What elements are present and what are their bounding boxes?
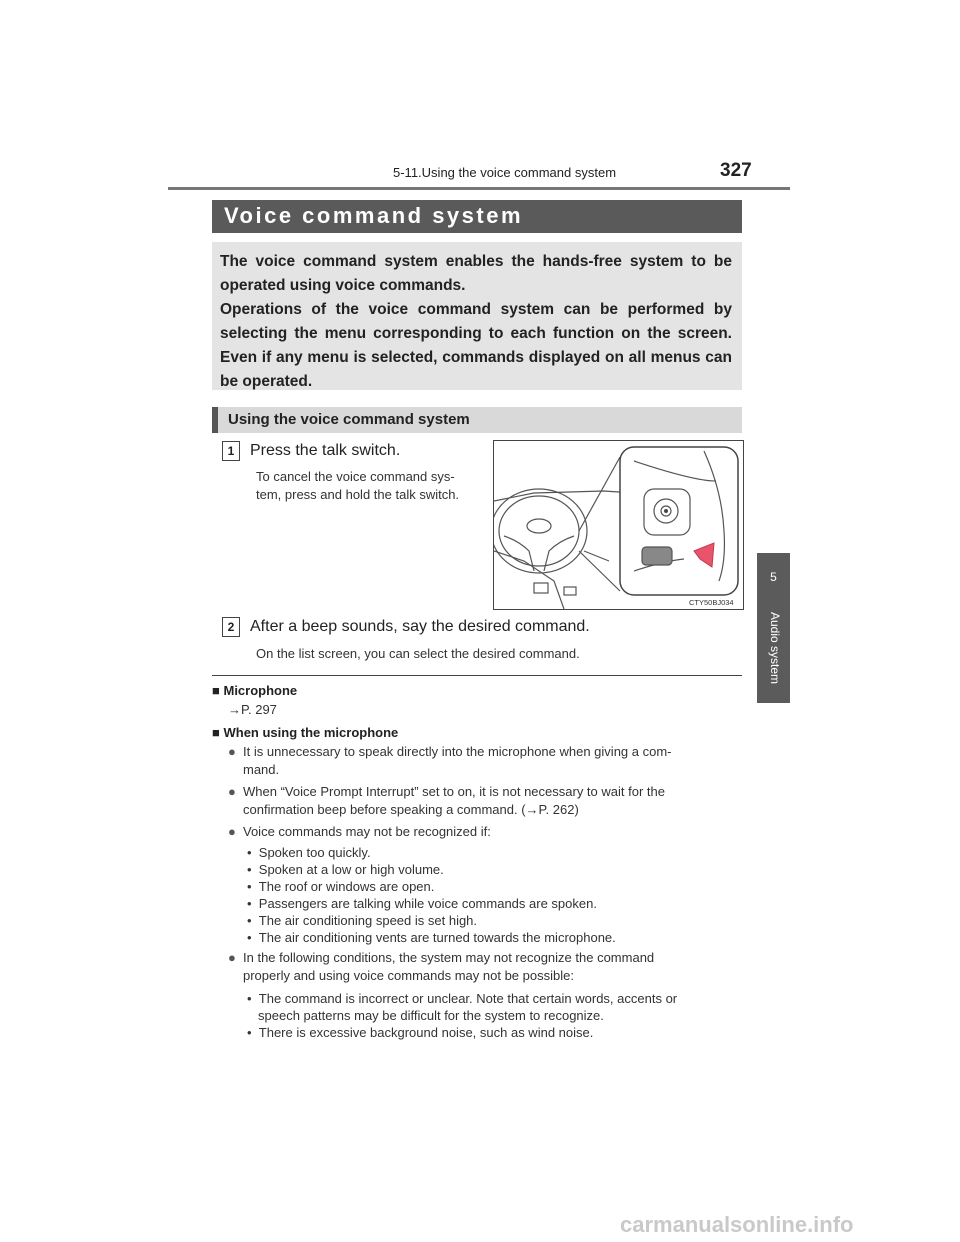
bullet-2-line-2: confirmation beep before speaking a command. (→P. 262) (243, 802, 579, 817)
circle-bullet-icon: ● (228, 744, 236, 759)
sub-item-text: The air conditioning speed is set high. (258, 913, 478, 928)
note-using-heading-text: When using the microphone (223, 725, 399, 740)
chapter-title: 5-11.Using the voice command system (393, 165, 617, 180)
step-2-number: 2 (222, 617, 240, 637)
step-1-sub-line-1: To cancel the voice command sys- (256, 469, 455, 484)
step-1-sub-line-2: tem, press and hold the talk switch. (256, 487, 460, 502)
side-tab-number: 5 (770, 570, 777, 584)
page-title: Voice command system (224, 203, 524, 228)
figure-code: CTY50BJ034 (689, 598, 734, 607)
note-microphone-ref (228, 701, 277, 719)
bullet-4-line-1: In the following conditions, the system may not recognize the command (243, 950, 655, 965)
circle-bullet-icon: ● (228, 824, 236, 839)
arrow-right-icon: → (228, 702, 241, 717)
bullet-1-line-2: mand. (243, 762, 280, 777)
sub-item: • The air conditioning speed is set high. (247, 913, 478, 928)
sub-item: • Spoken at a low or high volume. (247, 862, 444, 877)
footer-watermark: carmanualsonline.info (620, 1212, 854, 1237)
circle-bullet-icon: ● (228, 784, 236, 799)
sub-item-text: Spoken too quickly. (258, 845, 371, 860)
sub-item: • The roof or windows are open. (247, 879, 435, 894)
square-bullet-icon: ■ (212, 725, 220, 740)
step-1-text: Press the talk switch. (250, 442, 401, 459)
intro-paragraph-2: Operations of the voice command system can be performed by selecting the menu corresponding to each function on the screen. Even if any menu is selected, commands displayed on all menus can be operated. (220, 301, 732, 390)
intro-paragraph-1: The voice command system enables the hands-free system to be operated using voice commands. (220, 253, 732, 294)
sub-item: • The air conditioning vents are turned towards the microphone. (247, 930, 616, 945)
header-divider (168, 187, 790, 190)
square-bullet-icon: ■ (212, 683, 220, 698)
sub-item-text: Passengers are talking while voice commands are spoken. (258, 896, 597, 911)
sub-item: • There is excessive background noise, such as wind noise. (247, 1025, 594, 1040)
sub-item: • Passengers are talking while voice commands are spoken. (247, 896, 597, 911)
step-2-sub: On the list screen, you can select the desired command. (256, 646, 580, 661)
note-microphone-heading-text: Microphone (223, 683, 298, 698)
bullet-4-line-2: properly and using voice commands may not be possible: (243, 968, 574, 983)
sub-item-text: There is excessive background noise, such as wind noise. (258, 1025, 594, 1040)
side-tab-label: Audio system (768, 612, 782, 685)
note-using-heading (212, 725, 398, 740)
sub-item-text: The roof or windows are open. (258, 879, 435, 894)
bullet-2-line-1: When “Voice Prompt Interrupt” set to on, it is not necessary to wait for the (243, 784, 665, 799)
steering-wheel-illustration (493, 440, 744, 610)
bullet-3-text: Voice commands may not be recognized if: (243, 824, 491, 839)
sub-item-text: The command is incorrect or unclear. Note that certain words, accents or (258, 991, 678, 1006)
sub-item: • The command is incorrect or unclear. Note that certain words, accents or (247, 991, 678, 1006)
section-heading-stripe (212, 407, 218, 433)
step-1-number: 1 (222, 441, 240, 461)
bullet-1-line-1: It is unnecessary to speak directly into the microphone when giving a com- (243, 744, 672, 759)
circle-bullet-icon: ● (228, 950, 236, 965)
page-number: 327 (720, 160, 752, 181)
note-microphone-heading (212, 683, 297, 698)
divider-rule (212, 675, 742, 676)
sub-item-text: Spoken at a low or high volume. (258, 862, 444, 877)
sub-item-continuation: speech patterns may be difficult for the system to recognize. (258, 1008, 604, 1023)
steering-wheel-drawing (494, 441, 743, 609)
sub-item: • Spoken too quickly. (247, 845, 371, 860)
sub-item-text: The air conditioning vents are turned towards the microphone. (258, 930, 616, 945)
step-2-text: After a beep sounds, say the desired command. (250, 618, 590, 635)
note-microphone-ref-text: P. 297 (241, 702, 277, 717)
section-heading: Using the voice command system (228, 411, 470, 428)
